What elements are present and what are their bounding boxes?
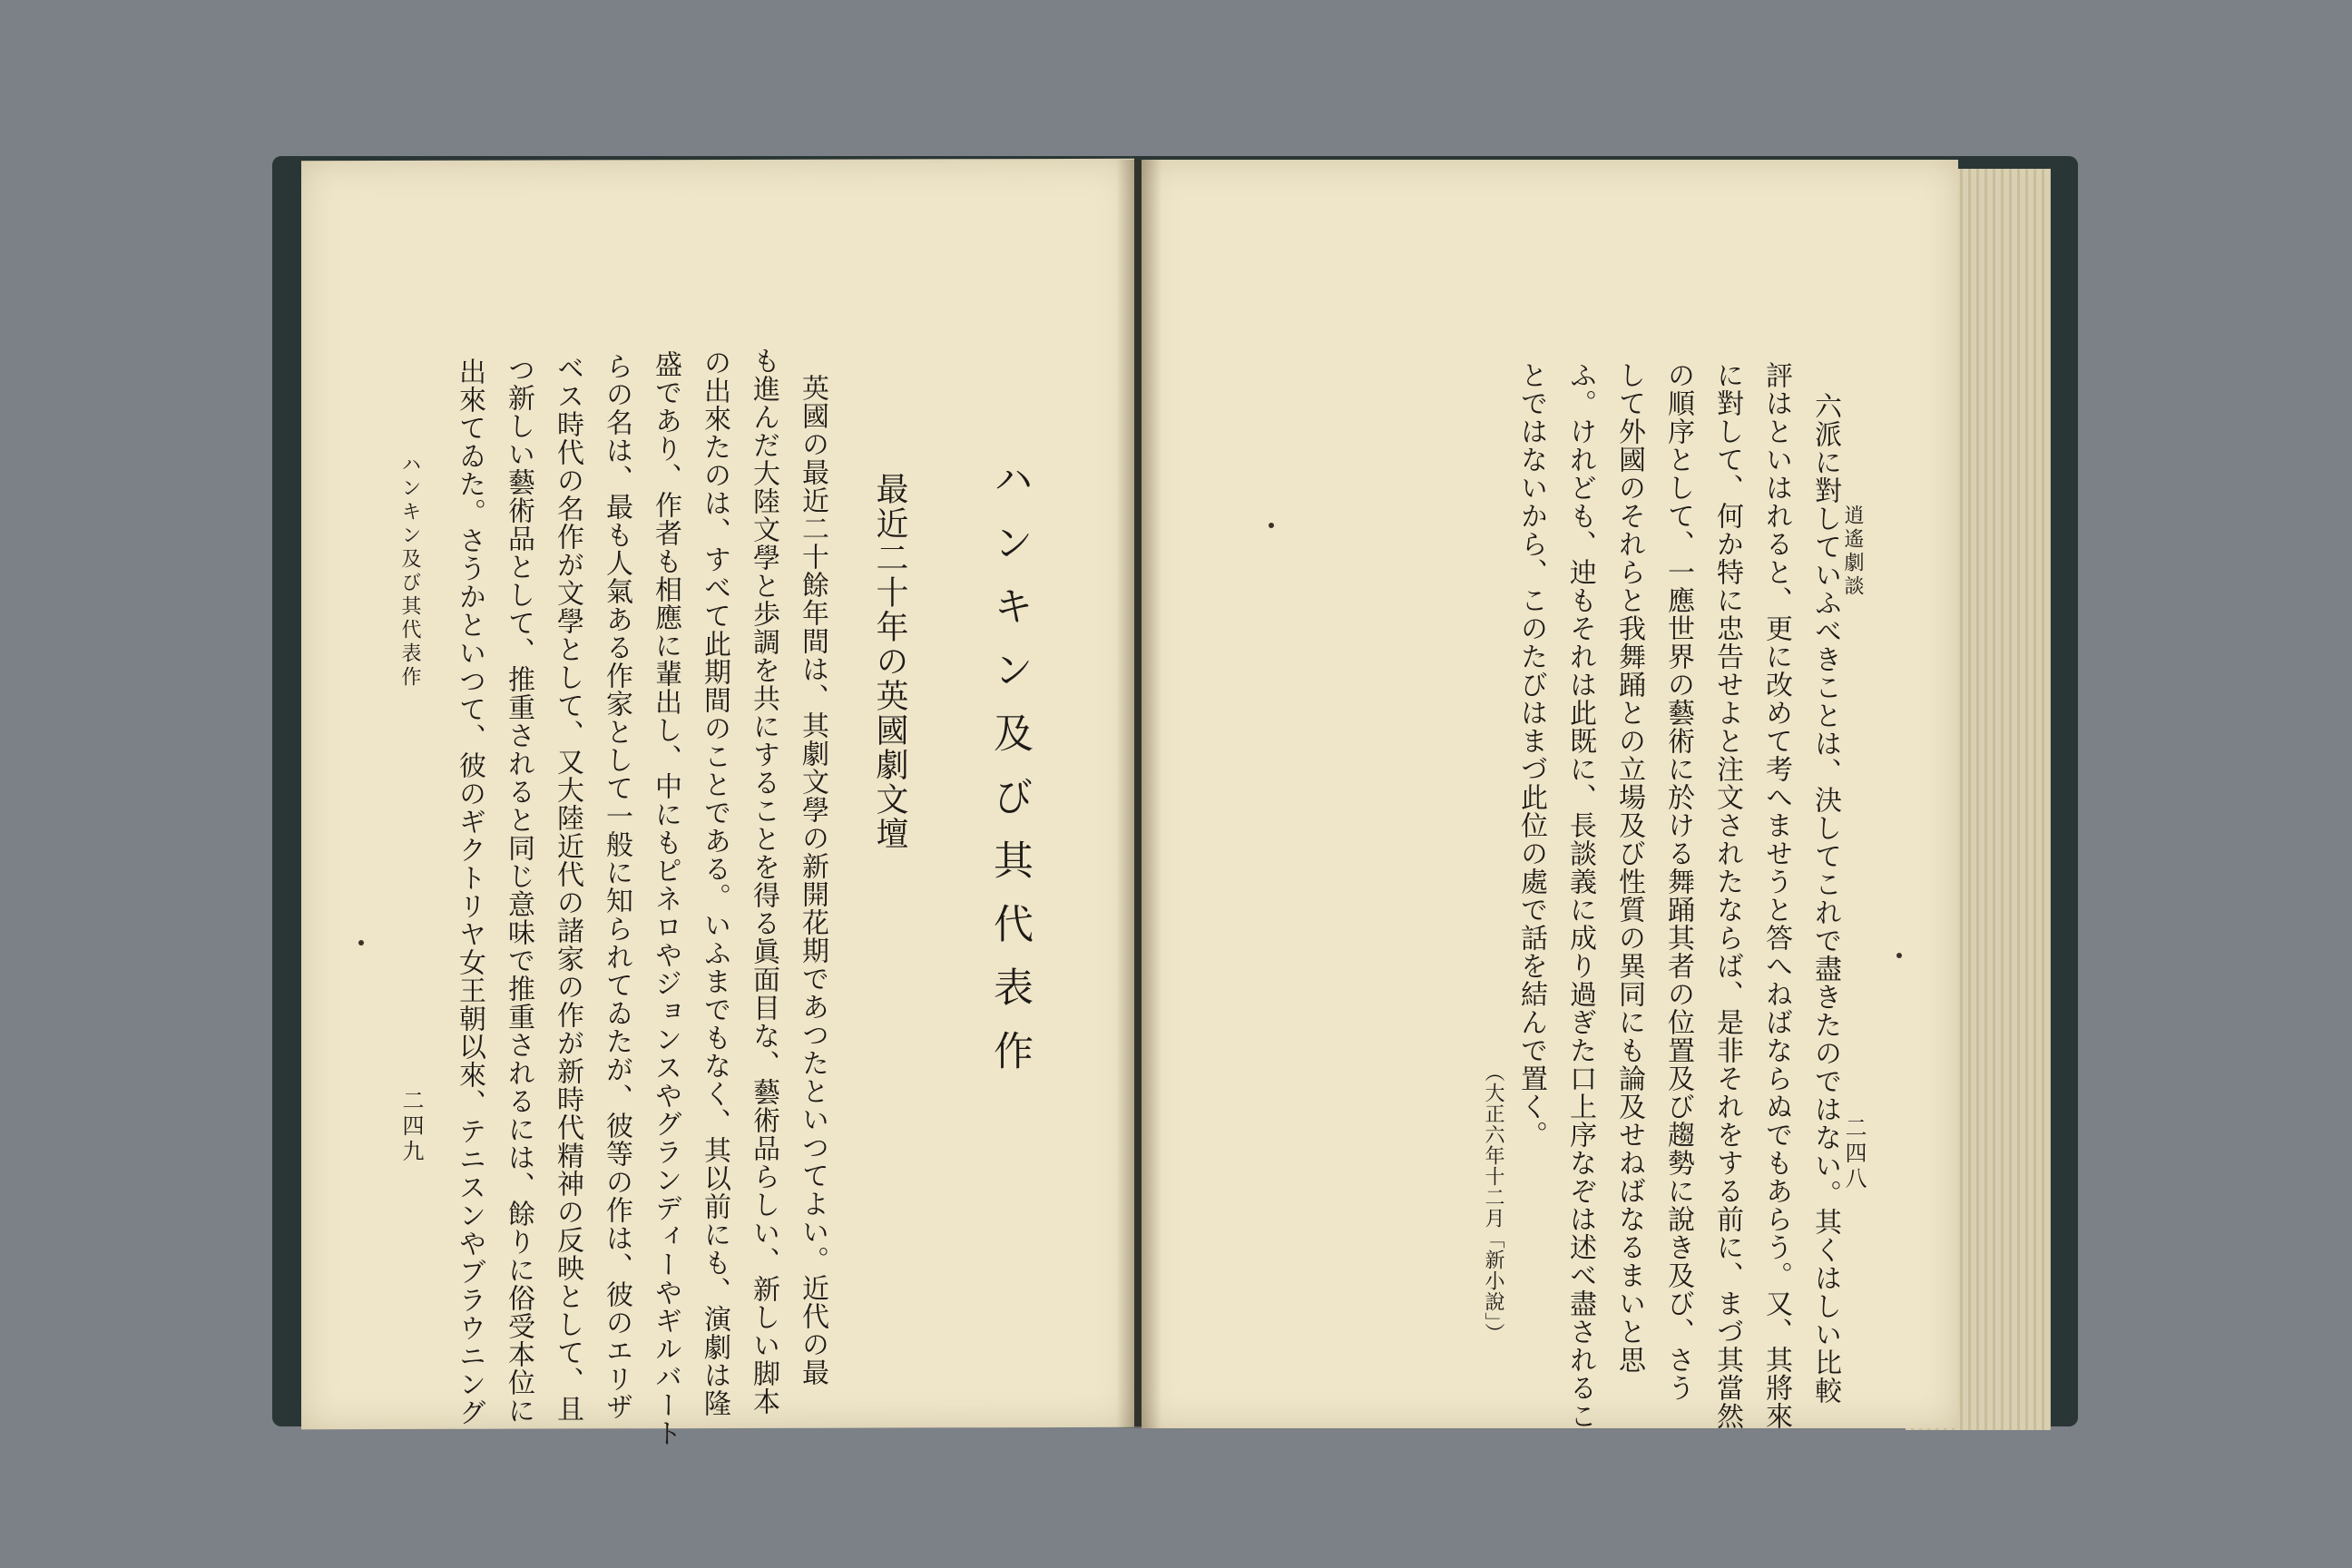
left-body-line-4: 盛であり、作者も相應に輩出し、中にもピネロやジョンスやグランディーやギルバート: [650, 350, 681, 1447]
left-body-line-5: らの名は、最も人氣ある作家として一般に知られてゐたが、彼等の作は、彼のエリザ: [601, 352, 632, 1421]
right-running-head: 逍遙劇談: [1841, 505, 1864, 599]
left-body-line-6: ベス時代の名作が文學として、又大陸近代の諸家の作が新時代精神の反映として、且: [552, 354, 583, 1423]
right-page-number: 二四八: [1841, 1116, 1867, 1192]
right-body-line-2: 評はといはれると、更に改めて考へませうと答へねばならぬでもあらう。又、其將來: [1760, 361, 1792, 1430]
left-running-head: ハンキン及び其代表作: [398, 454, 421, 690]
right-body-line-1: 六派に對していふべきことは、決してこれで盡きたのではない。其くはしい比較: [1809, 392, 1841, 1405]
right-body-line-3: に對して、何か特に忠告せよと注文されたならば、是非それをする前に、まづ其當然: [1711, 361, 1743, 1430]
right-body-line-5: して外國のそれらと我舞踊との立場及び性質の異同にも論及せねばなるまいと思: [1613, 361, 1645, 1374]
left-body-line-8: 出來てゐた。さうかといつて、彼のギクトリヤ女王朝以來、テニスンやブラウニング: [454, 358, 485, 1426]
ink-speck: [1896, 953, 1902, 958]
right-body-line-6: ふ。けれども、迚もそれは此既に、長談義に成り過ぎた口上序なぞは述べ盡されるこ: [1564, 361, 1596, 1430]
left-body-line-2: も進んだ大陸文學と歩調を共にすることを得る眞面目な、藝術品らしい、新しい脚本: [748, 347, 779, 1416]
ink-speck: [358, 940, 364, 946]
chapter-subtitle: 最近二十年の英國劇文壇: [871, 472, 908, 851]
left-page-number: 二四九: [398, 1089, 424, 1165]
right-body-line-7: とではないから、このたびはまづ此位の處で話を結んで置く。: [1515, 361, 1547, 1149]
right-body-line-4: の順序として、一應世界の藝術に於ける舞踊其者の位置及び趨勢に說き及び、さう: [1662, 361, 1694, 1402]
chapter-title: ハンキン及び其代表作: [986, 458, 1033, 1093]
left-body-line-1: 英國の最近二十餘年間は、其劇文學の新開花期であつたといつてよい。近代の最: [797, 374, 828, 1387]
publication-note: （大正六年十二月「新小說」）: [1482, 1062, 1504, 1344]
book-gutter: [1116, 160, 1161, 1428]
left-body-line-3: の出來たのは、すべて此期間のことである。いふまでもなく、其以前にも、演劇は隆: [699, 348, 730, 1417]
ink-speck: [1269, 523, 1274, 528]
left-body-line-7: つ新しい藝術品として、推重されると同じ意味で推重されるには、餘りに俗受本位に: [503, 356, 534, 1425]
